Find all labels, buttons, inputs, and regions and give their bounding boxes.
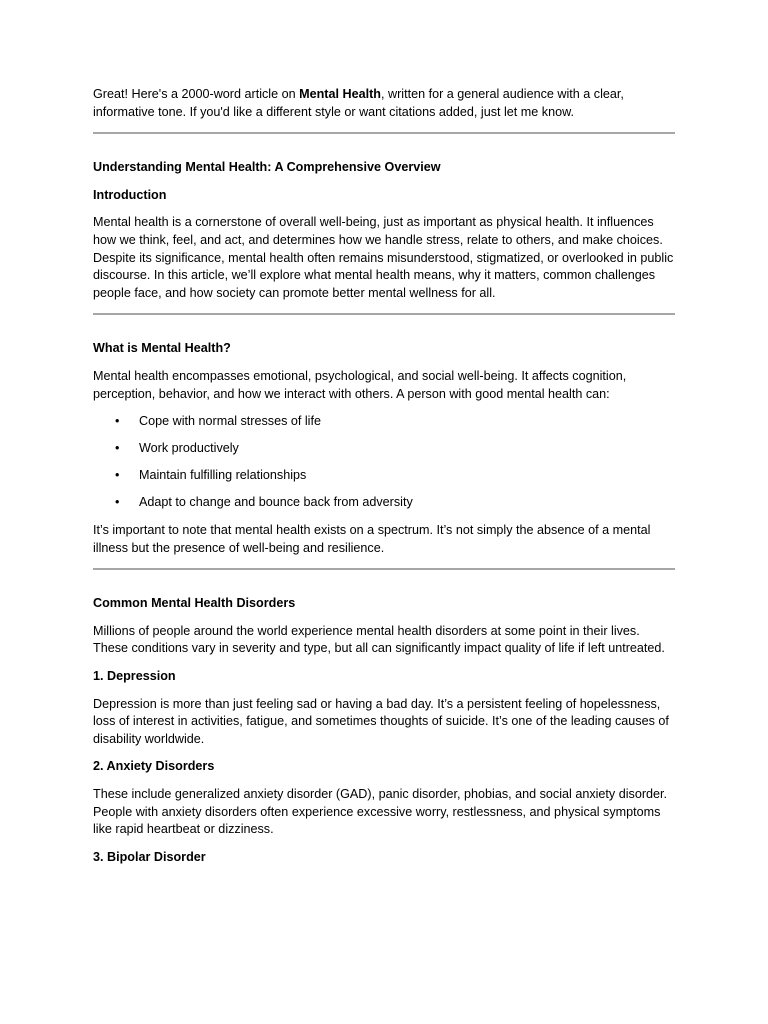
list-item	[93, 413, 675, 431]
bullet-icon: •	[115, 441, 120, 456]
bullet-icon: •	[115, 414, 120, 429]
intro-note-topic: Mental Health	[299, 87, 381, 101]
disorders-body: Millions of people around the world experience mental health disorders at some point in their lives. These conditions vary in severity and type, but all can significantly impact quality of life if left untreated.	[93, 623, 665, 656]
bipolar-heading: 3. Bipolar Disorder	[93, 849, 206, 864]
introduction-body: Mental health is a cornerstone of overall well-being, just as important as physical health. It influences how we think, feel, and act, and determines how we handle stress, relate to others, and make choices. Despite its significance, mental health often remains misunderstood, stigmatized, or overlooked in public discourse. In this article, we’ll explore what mental health means, why it matters, common challenges people face, and how society can promote better mental wellness for all.	[93, 215, 674, 300]
intro-note	[93, 86, 675, 121]
list-item-text: Adapt to change and bounce back from adversity	[139, 495, 413, 510]
bullet-icon: •	[115, 468, 120, 483]
list-item-text: Maintain fulfilling relationships	[139, 468, 307, 483]
bullet-list	[93, 413, 675, 512]
section-divider	[93, 568, 675, 570]
anxiety-body: These include generalized anxiety disorder (GAD), panic disorder, phobias, and social anxiety disorder. People with anxiety disorders often experience excessive worry, restlessness, and physical symptoms like rapid heartbeat or dizziness.	[93, 786, 668, 837]
section-divider	[93, 313, 675, 315]
depression-heading: 1. Depression	[93, 668, 176, 683]
article-title: Understanding Mental Health: A Comprehensive Overview	[93, 160, 441, 175]
disorders-heading: Common Mental Health Disorders	[93, 596, 296, 611]
depression-body: Depression is more than just feeling sad or having a bad day. It’s a persistent feeling of hopelessness, loss of interest in activities, fatigue, and sometimes thoughts of suicide. It’s one of the leading causes of disability worldwide.	[93, 696, 669, 746]
what-is-body: Mental health encompasses emotional, psychological, and social well-being. It affects cognition, perception, behavior, and how we interact with others. A person with good mental health can:	[93, 368, 627, 401]
what-is-closing: It’s important to note that mental health exists on a spectrum. It’s not simply the absence of a mental illness but the presence of well-being and resilience.	[93, 523, 651, 555]
list-item	[93, 467, 675, 485]
list-item-text: Work productively	[139, 441, 239, 456]
section-divider	[93, 132, 675, 134]
intro-note-prefix: Great! Here's a 2000-word article on	[93, 87, 300, 101]
list-item	[93, 494, 675, 512]
intro-note-suffix: , written for a general audience with a clear, informative tone. If you'd like a different style or want citations added, just let me know.	[93, 87, 624, 119]
document-page	[93, 86, 675, 876]
what-is-heading: What is Mental Health?	[93, 341, 231, 356]
introduction-heading: Introduction	[93, 187, 167, 202]
bullet-icon: •	[115, 495, 120, 510]
anxiety-heading: 2. Anxiety Disorders	[93, 759, 215, 774]
list-item-text: Cope with normal stresses of life	[139, 414, 321, 429]
list-item	[93, 440, 675, 458]
